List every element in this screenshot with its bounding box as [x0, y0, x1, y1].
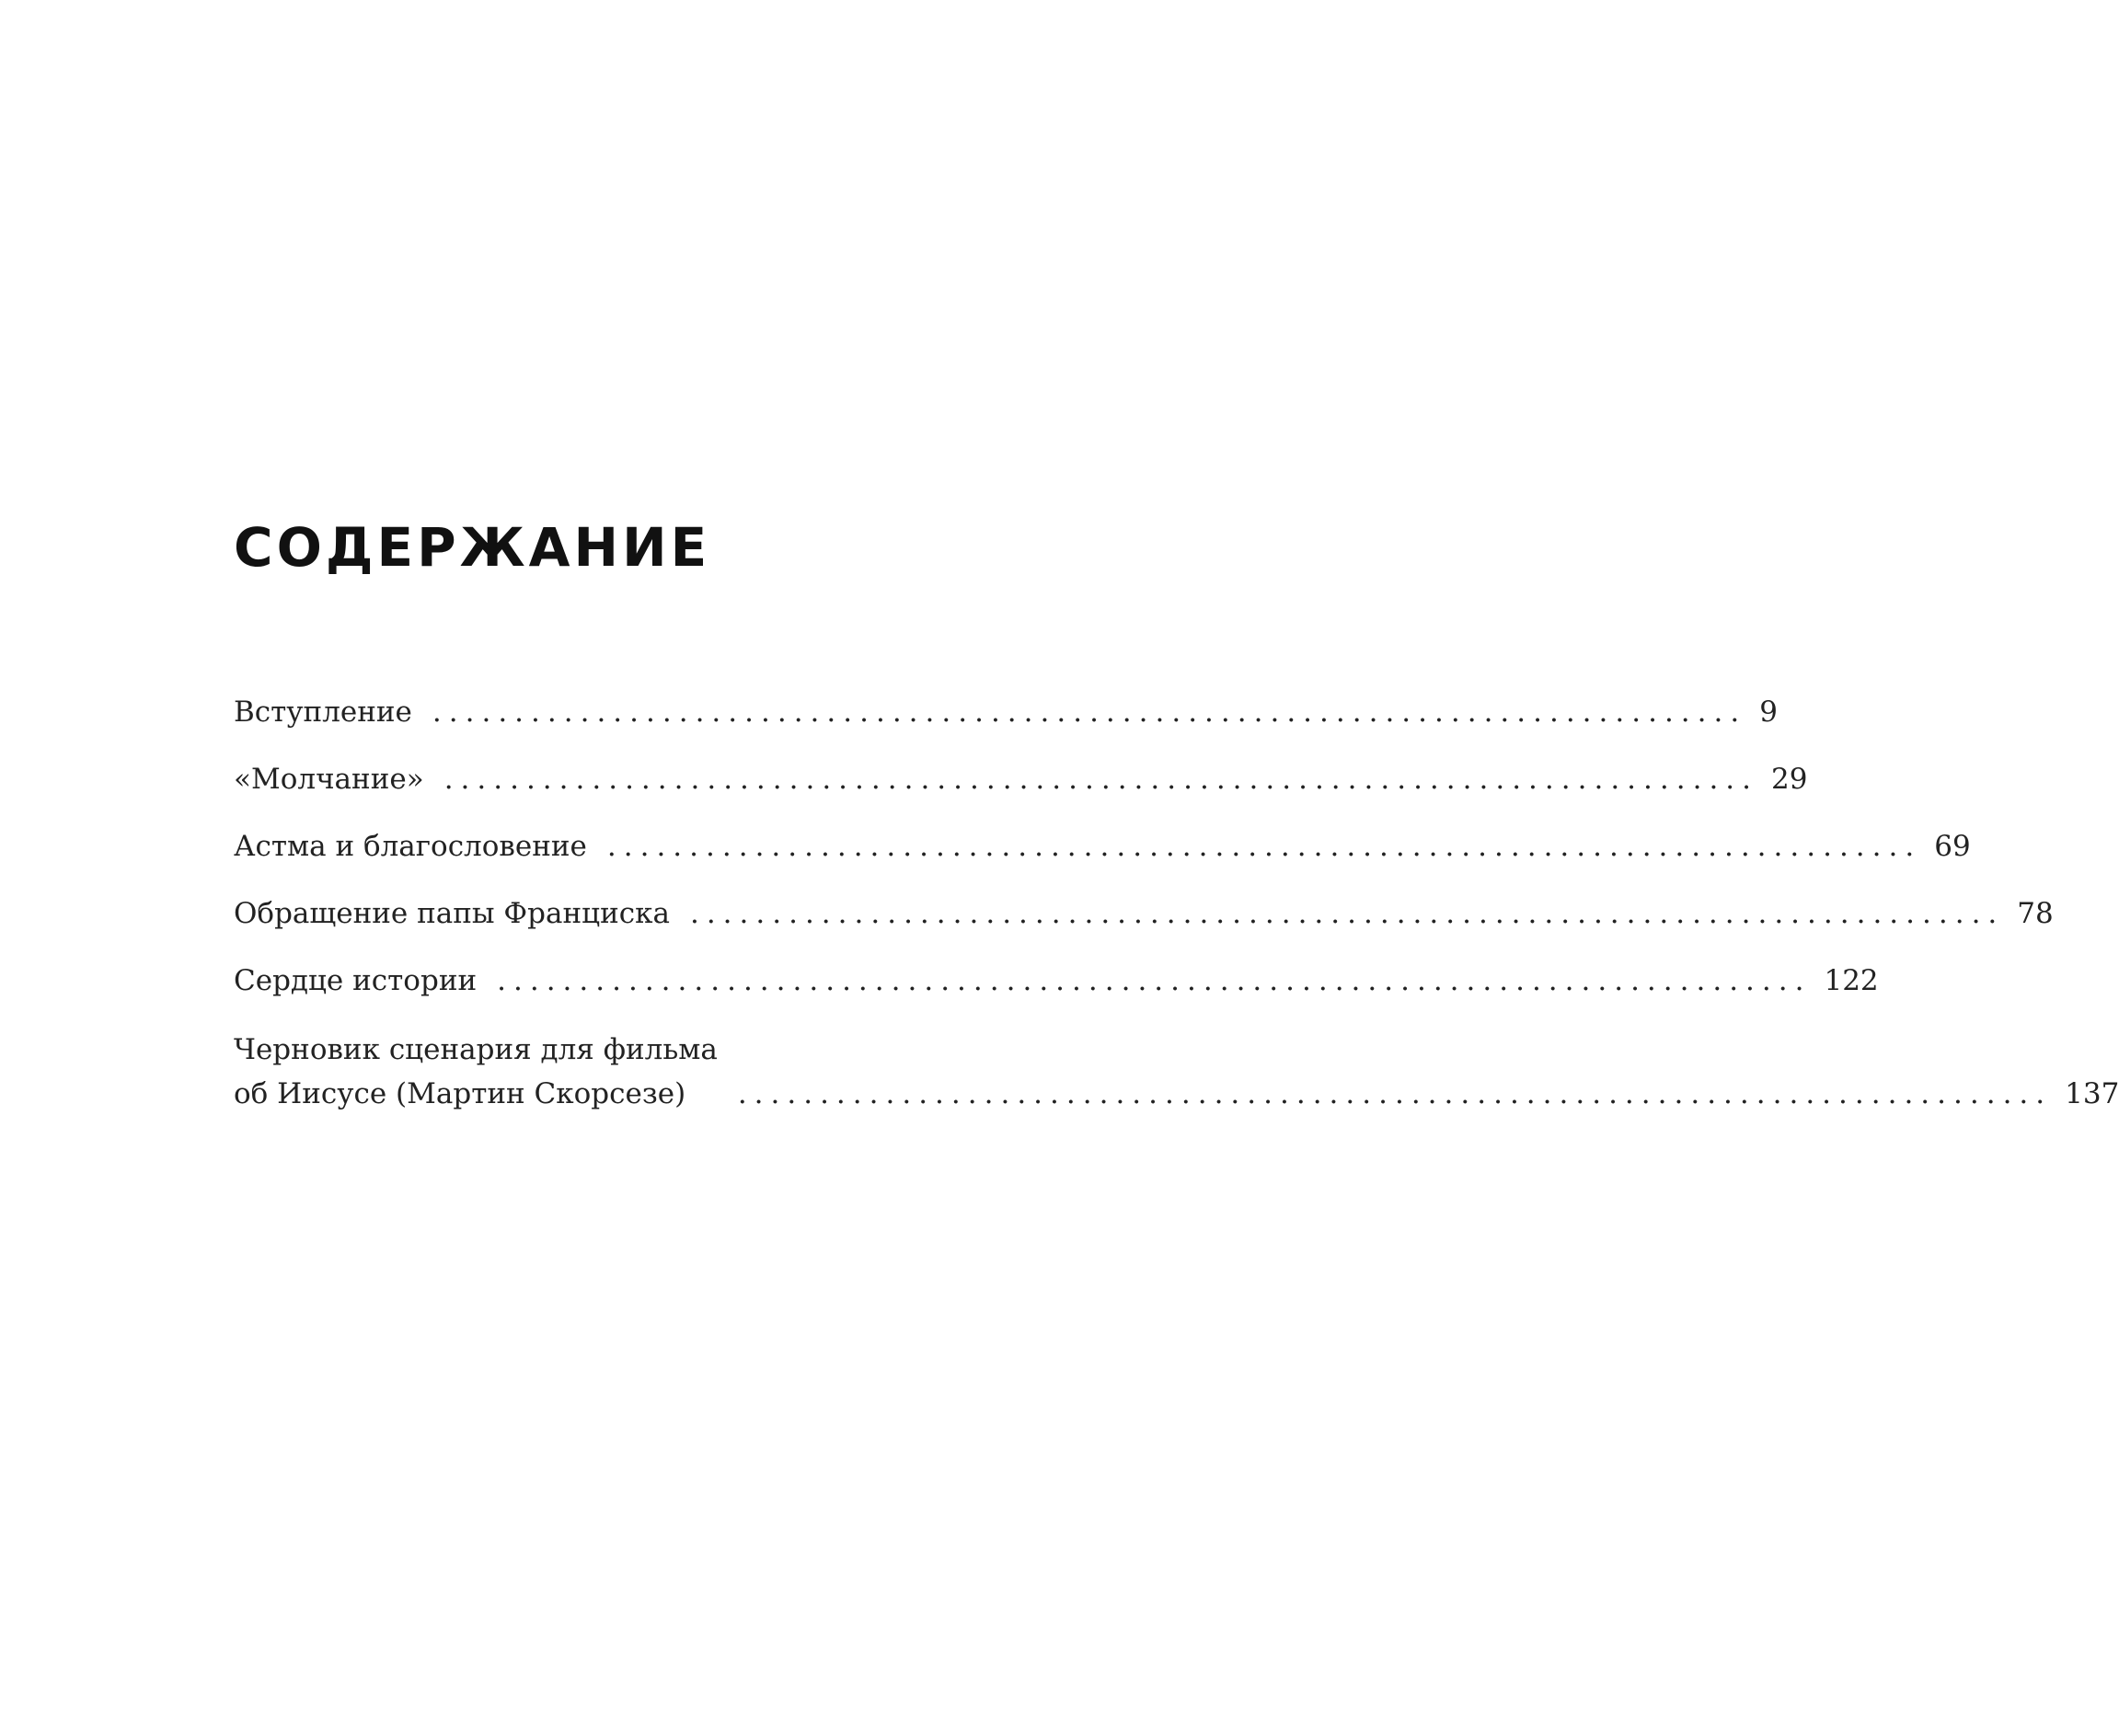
page-title: СОДЕРЖАНИЕ — [234, 516, 711, 579]
toc-entry — [234, 893, 2054, 934]
toc-dot-leader: ................................................................................ — [443, 763, 1759, 796]
toc-page-number: 78 — [2017, 897, 2054, 930]
toc-dot-leader: ................................................................................ — [432, 696, 1747, 729]
toc-entry-title: Черновик сценария для фильма об Иисусе (Мартин Скорсезе) — [234, 1033, 718, 1110]
toc-entry-title: Астма и благословение — [234, 830, 587, 863]
toc-entry — [234, 826, 1971, 867]
table-of-contents — [234, 692, 2119, 1143]
toc-entry — [234, 759, 1808, 799]
toc-dot-leader: ................................................................................ — [689, 897, 2005, 930]
toc-page-number: 9 — [1759, 696, 1778, 729]
toc-entry-title: Обращение папы Франциска — [234, 897, 670, 930]
toc-entry-title: «Молчание» — [234, 763, 424, 796]
toc-entry — [234, 1028, 2119, 1116]
toc-page-number: 137 — [2065, 1077, 2119, 1110]
toc-page-number: 29 — [1771, 763, 1808, 796]
toc-dot-leader: ................................................................................ — [497, 964, 1812, 997]
toc-page-number: 69 — [1934, 830, 1971, 863]
toc-dot-leader: ................................................................................ — [737, 1077, 2053, 1110]
toc-entry — [234, 692, 1778, 732]
toc-entry — [234, 960, 1879, 1001]
toc-page-number: 122 — [1824, 964, 1879, 997]
toc-entry-title: Вступление — [234, 696, 412, 729]
toc-entry-title: Сердце истории — [234, 964, 478, 997]
toc-dot-leader: ................................................................................ — [606, 830, 1922, 863]
